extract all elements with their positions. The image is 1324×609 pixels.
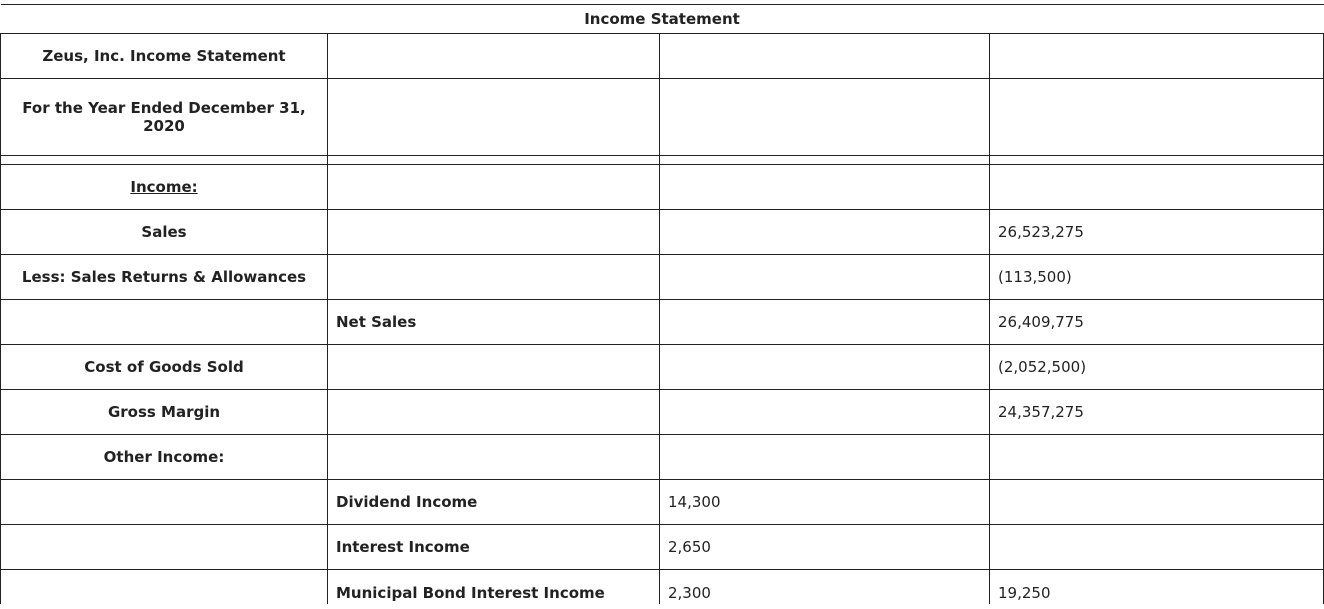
amount-cell: (113,500) [990, 255, 1324, 300]
period-cell: For the Year Ended December 31, 2020 [1, 79, 328, 156]
table-cell [328, 79, 660, 156]
spacer-row [1, 156, 1324, 165]
table-cell [990, 79, 1324, 156]
table-cell [328, 156, 660, 165]
line-item-label: Gross Margin [1, 390, 328, 435]
table-cell [328, 255, 660, 300]
table-cell [1, 570, 328, 604]
table-cell [990, 34, 1324, 79]
table-cell [328, 165, 660, 210]
table-title: Income Statement [1, 5, 1324, 34]
table-cell [990, 165, 1324, 210]
company-name-cell: Zeus, Inc. Income Statement [1, 34, 328, 79]
table-cell [660, 165, 990, 210]
table-row [1, 300, 1324, 345]
line-item-label: Other Income: [1, 435, 328, 480]
amount-cell: 2,650 [660, 525, 990, 570]
amount-cell: 2,300 [660, 570, 990, 604]
table-cell [990, 156, 1324, 165]
table-cell [660, 345, 990, 390]
table-cell [1, 480, 328, 525]
table-cell [660, 79, 990, 156]
table-row [1, 255, 1324, 300]
table-cell [328, 34, 660, 79]
table-cell [990, 435, 1324, 480]
amount-cell: (2,052,500) [990, 345, 1324, 390]
table-cell [1, 525, 328, 570]
amount-cell: 26,523,275 [990, 210, 1324, 255]
table-row [1, 480, 1324, 525]
table-row [1, 345, 1324, 390]
amount-cell: 24,357,275 [990, 390, 1324, 435]
line-item-label: Cost of Goods Sold [1, 345, 328, 390]
table-cell [328, 345, 660, 390]
amount-cell: 19,250 [990, 570, 1324, 604]
line-item-label: Net Sales [328, 300, 660, 345]
table-row [1, 525, 1324, 570]
table-row [1, 570, 1324, 604]
table-row [1, 435, 1324, 480]
table-cell [660, 34, 990, 79]
line-item-label: Dividend Income [328, 480, 660, 525]
income-statement-container [0, 4, 1323, 604]
income-statement-table [0, 4, 1324, 604]
income-heading: Income: [130, 178, 198, 196]
line-item-label: Municipal Bond Interest Income [328, 570, 660, 604]
table-cell [660, 390, 990, 435]
amount-cell: 26,409,775 [990, 300, 1324, 345]
table-cell [660, 156, 990, 165]
table-cell [660, 255, 990, 300]
table-cell [328, 435, 660, 480]
table-row [1, 210, 1324, 255]
table-cell [1, 300, 328, 345]
table-cell [1, 156, 328, 165]
line-item-label: Interest Income [328, 525, 660, 570]
table-row [1, 165, 1324, 210]
table-cell [660, 300, 990, 345]
line-item-label: Sales [1, 210, 328, 255]
table-cell [660, 435, 990, 480]
table-row [1, 390, 1324, 435]
table-cell [328, 390, 660, 435]
line-item-label: Less: Sales Returns & Allowances [1, 255, 328, 300]
amount-cell: 14,300 [660, 480, 990, 525]
table-cell [328, 210, 660, 255]
income-heading-cell [1, 165, 328, 210]
table-cell [990, 525, 1324, 570]
table-row [1, 79, 1324, 156]
table-row [1, 34, 1324, 79]
table-cell [660, 210, 990, 255]
table-cell [990, 480, 1324, 525]
